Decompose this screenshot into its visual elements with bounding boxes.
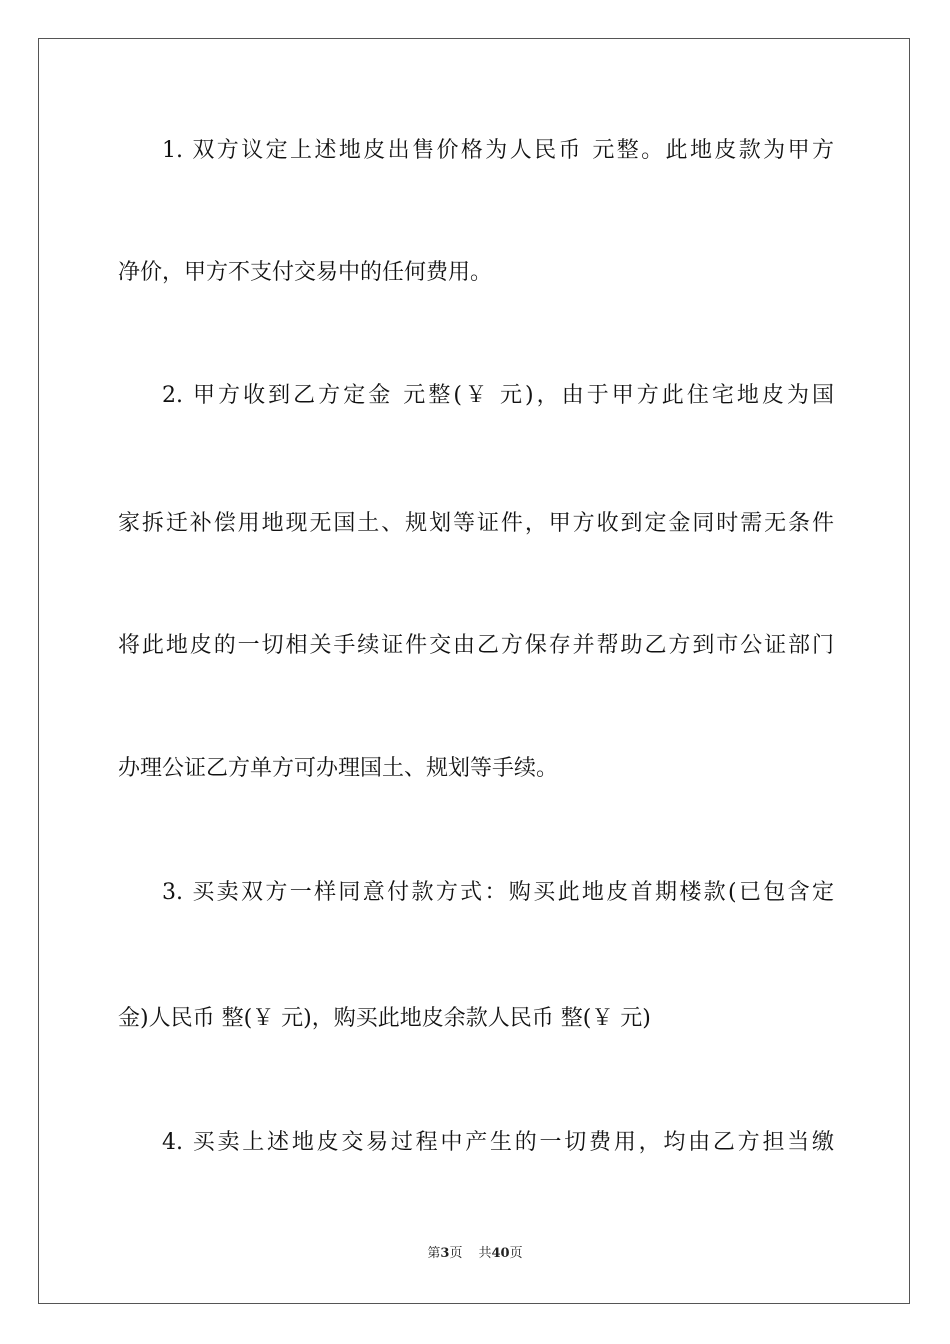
page-footer (0, 1246, 950, 1262)
page-number: 3 (440, 1246, 450, 1261)
clause-3-line-2: 金)人民币 整(￥ 元)，购买此地皮余款人民币 整(￥ 元) (118, 1006, 651, 1031)
clause-2-line-3: 将此地皮的一切相关手续证件交由乙方保存并帮助乙方到市公证部门 (118, 633, 834, 658)
clause-2-line-1: 2. 甲方收到乙方定金 元整(￥ 元)，由于甲方此住宅地皮为国 (162, 383, 834, 408)
total-pages: 40 (491, 1246, 510, 1261)
clause-3-line-1: 3. 买卖双方一样同意付款方式：购买此地皮首期楼款(已包含定 (162, 880, 834, 905)
total-suffix: 页 (509, 1246, 523, 1261)
total-prefix: 共 (478, 1246, 492, 1261)
clause-4-line-1: 4. 买卖上述地皮交易过程中产生的一切费用，均由乙方担当缴 (162, 1130, 834, 1155)
page-border (38, 38, 910, 1304)
clause-1-line-2: 净价，甲方不支付交易中的任何费用。 (118, 260, 493, 285)
clause-2-line-4: 办理公证乙方单方可办理国土、规划等手续。 (118, 756, 559, 781)
page-suffix: 页 (449, 1246, 463, 1261)
clause-2-line-2: 家拆迁补偿用地现无国土、规划等证件，甲方收到定金同时需无条件 (118, 511, 834, 536)
page-prefix: 第 (427, 1246, 441, 1261)
clause-1-line-1: 1. 双方议定上述地皮出售价格为人民币 元整。此地皮款为甲方 (162, 138, 834, 163)
